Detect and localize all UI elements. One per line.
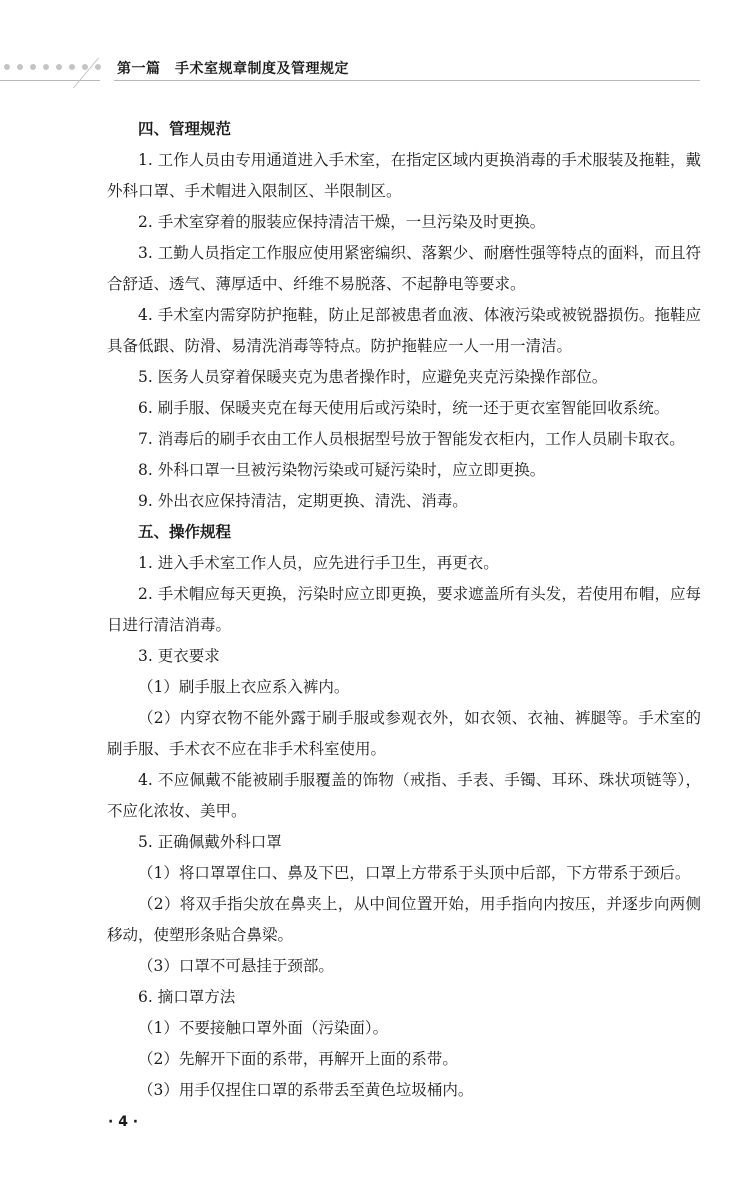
header-rule-slant	[73, 58, 99, 88]
paragraph: 2. 手术帽应每天更换，污染时应立即更换，要求遮盖所有头发，若使用布帽，应每日进行清洁消毒。	[107, 585, 701, 634]
chapter-title: 第一篇 手术室规章制度及管理规定	[117, 61, 349, 77]
paragraph: （2）先解开下面的系带，再解开上面的系带。	[138, 1050, 458, 1068]
paragraph: 8. 外科口罩一旦被污染物污染或可疑污染时，应立即更换。	[138, 461, 546, 479]
paragraph: 5. 医务人员穿着保暖夹克为患者操作时，应避免夹克污染操作部位。	[138, 368, 608, 386]
running-header	[0, 52, 750, 86]
paragraph: 4. 不应佩戴不能被刷手服覆盖的饰物（戒指、手表、手镯、耳环、珠状项链等），不应化浓妆、美甲。	[107, 771, 701, 820]
paragraph: （1）刷手服上衣应系入裤内。	[138, 678, 350, 696]
paragraph: 3. 更衣要求	[138, 647, 220, 665]
paragraph: （2）内穿衣物不能外露于刷手服或参观衣外，如衣领、衣袖、裤腿等。手术室的刷手服、手术衣不应在非手术科室使用。	[107, 709, 701, 758]
paragraph: 6. 摘口罩方法	[138, 988, 236, 1006]
paragraph: 9. 外出衣应保持清洁，定期更换、清洗、消毒。	[138, 492, 468, 510]
section-heading: 四、管理规范	[138, 120, 232, 138]
header-rule-right	[114, 80, 700, 81]
paragraph: （1）将口罩罩住口、鼻及下巴，口罩上方带系于头顶中后部，下方带系于颈后。	[138, 864, 691, 882]
paragraph: （1）不要接触口罩外面（污染面）。	[138, 1019, 389, 1037]
paragraph: （3）用手仅捏住口罩的系带丢至黄色垃圾桶内。	[138, 1081, 474, 1099]
paragraph: 2. 手术室穿着的服装应保持清洁干燥，一旦污染及时更换。	[138, 213, 546, 231]
page-body	[107, 114, 701, 1106]
paragraph: （2）将双手指尖放在鼻夹上，从中间位置开始，用手指向内按压，并逐步向两侧移动，使塑形条贴合鼻梁。	[107, 895, 701, 944]
paragraph: 7. 消毒后的刷手衣由工作人员根据型号放于智能发衣柜内，工作人员刷卡取衣。	[138, 430, 685, 448]
paragraph: 3. 工勤人员指定工作服应使用紧密编织、落絮少、耐磨性强等特点的面料，而且符合舒适、透气、薄厚适中、纤维不易脱落、不起静电等要求。	[107, 244, 701, 293]
section-heading: 五、操作规程	[138, 523, 232, 541]
header-dots-decoration	[4, 64, 101, 70]
paragraph: 1. 工作人员由专用通道进入手术室，在指定区域内更换消毒的手术服装及拖鞋，戴外科口罩、手术帽进入限制区、半限制区。	[107, 151, 701, 200]
paragraph: （3）口罩不可悬挂于颈部。	[138, 957, 334, 975]
paragraph: 5. 正确佩戴外科口罩	[138, 833, 282, 851]
paragraph: 1. 进入手术室工作人员，应先进行手卫生，再更衣。	[138, 554, 499, 572]
paragraph: 4. 手术室内需穿防护拖鞋，防止足部被患者血液、体液污染或被锐器损伤。拖鞋应具备低跟、防滑、易清洗消毒等特点。防护拖鞋应一人一用一清洁。	[107, 306, 701, 355]
page-number: · 4 ·	[108, 1114, 139, 1130]
paragraph: 6. 刷手服、保暖夹克在每天使用后或污染时，统一还于更衣室智能回收系统。	[138, 399, 670, 417]
header-rule-left	[0, 80, 100, 81]
